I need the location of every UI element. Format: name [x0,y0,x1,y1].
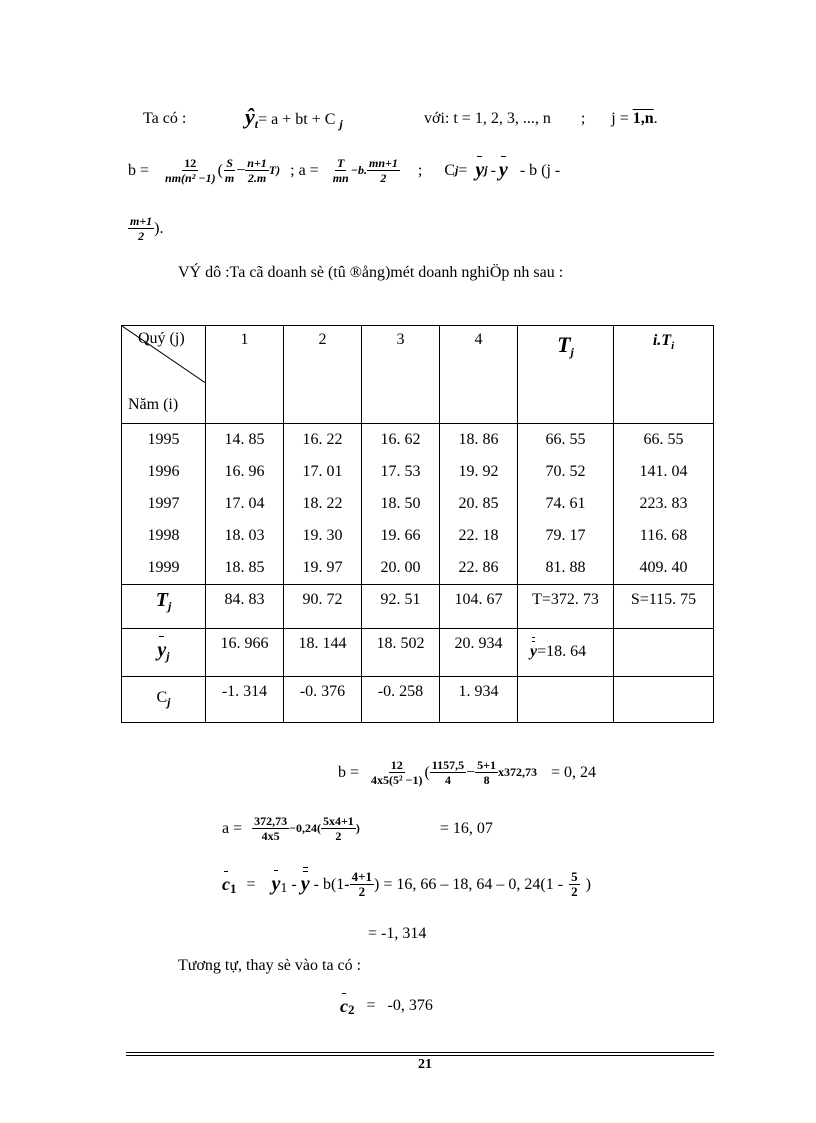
tj-symbol: T [155,589,168,611]
a-lhs: ; a = [290,161,319,179]
c-equals: = [458,161,468,179]
footer-rule-1 [126,1052,714,1053]
cell: 16. 96 [224,463,265,480]
cell: 17. 01 [302,463,343,480]
calc-a-den: 4x5 [261,829,280,843]
cell: 17. 04 [224,495,265,512]
t-subscript: t [254,117,259,132]
cell: 18. 85 [224,559,265,576]
calc-a-close: ) [355,821,360,835]
t-column [518,424,614,585]
header-q2: 2 [284,326,362,424]
cell: 17. 53 [380,463,421,480]
c1-calculation [222,870,591,899]
cell: 116. 68 [639,527,688,544]
coefficient-formulas [128,156,560,185]
y1-sub: 1 [280,880,288,896]
c-tail: - b (j - [519,161,561,179]
cell: 20. 934 [440,629,518,677]
cell: 1. 934 [440,677,518,723]
c1-close: ) [585,875,591,893]
c1-f2-num: 5 [571,869,578,884]
calc-a-mid: −0,24( [289,821,321,835]
header-q4: 4 [440,326,518,424]
n1-fraction [245,156,269,185]
c1-sub: 1 [230,880,237,896]
cell: 92. 51 [362,585,440,629]
ybar-total-value: =18. 64 [537,643,587,660]
calc-f2 [475,758,498,787]
calc-minus: − [466,763,476,781]
cell: -0. 258 [362,677,440,723]
ybar-row [122,629,714,677]
cell: 19. 97 [302,559,343,576]
year-1997: 1997 [147,495,180,512]
cell: 19. 92 [458,463,499,480]
t-range-text: với: t = 1, 2, 3, ..., n [424,110,551,127]
m1-den: 2 [138,229,145,243]
model-rhs: = a + bt + C [258,111,336,128]
c1-symbol: c [222,874,230,894]
header-tj-symbol: T [557,332,571,357]
page-number: 21 [418,1057,432,1072]
similar-text: Tương tự, thay sè vào ta có : [178,957,362,974]
cell: 18. 144 [284,629,362,677]
cell: 18. 502 [362,629,440,677]
c1-f-den: 2 [358,884,366,899]
y-bar-total: y [498,159,508,181]
calc-a-result: = 16, 07 [439,819,493,837]
j-equals: j = [611,110,629,127]
cell: 16. 966 [206,629,284,677]
intro-line [143,110,186,128]
c1-result: = -1, 314 [368,925,427,942]
cell: -0. 376 [284,677,362,723]
calc-a-f-num: 5x4+1 [322,814,354,828]
corner-cell [122,326,206,424]
b-fraction [163,156,218,185]
c-lhs: C [444,161,455,179]
year-1995: 1995 [147,431,180,448]
tj-row [122,585,714,629]
c2-sub: 2 [348,1002,355,1017]
cell: 141. 04 [639,463,688,480]
cell: 74. 61 [545,495,586,512]
y-double-bar: y [300,873,310,895]
separator-2: ; [417,161,423,179]
cell: 223. 83 [639,495,688,512]
ybar-total [518,629,614,677]
b-frac-num: 12 [184,156,197,170]
q4-column [440,424,518,585]
cell: 16. 62 [380,431,421,448]
cell: 16. 22 [302,431,343,448]
formula-continuation [128,214,164,243]
ybar-label [122,629,206,677]
c1-f2-den: 2 [571,884,578,899]
s-total: S=115. 75 [614,585,714,629]
footer-rule-2 [126,1055,714,1056]
calc-f1-den: 4 [444,773,451,787]
ybar-total-symbol: y [530,643,538,660]
c1-rhs: ) = 16, 66 – 18, 64 – 0, 24(1 - [374,875,564,893]
c-symbol: C [156,689,168,706]
header-q1: 1 [206,326,284,424]
calc-b-tail: x372,73 [498,765,538,779]
model-equation [245,104,343,132]
header-row [122,326,714,424]
s-den: m [224,171,235,185]
cell: 19. 66 [380,527,421,544]
cell: 18. 03 [224,527,265,544]
b-open: ( [217,161,223,179]
separator: ; [580,110,586,127]
t-fraction [331,156,351,185]
calc-f2-num: 5+1 [477,758,497,772]
calc-a-num: 372,73 [254,814,288,828]
calc-b-frac [369,758,424,787]
mn1-fraction [367,156,400,185]
y-bar-j-sub: j [484,163,488,177]
mn1-den: 2 [380,171,387,185]
cell: 22. 86 [458,559,499,576]
cell: 66. 55 [643,431,684,448]
t-tail: T) [268,163,281,177]
t-num: T [337,156,345,170]
calc-a-frac [252,814,289,843]
cell: 18. 50 [380,495,421,512]
a-calculation [222,814,493,843]
b-lhs: b = [128,161,150,179]
index-range [424,110,658,128]
empty-cell [614,677,714,723]
header-q3: 3 [362,326,440,424]
c1-frac2 [569,870,580,899]
cell: 18. 86 [458,431,499,448]
y-hat-symbol: ŷ [245,104,255,129]
y1-bar: y [271,873,281,895]
ta-co-label: Ta có : [143,110,187,127]
calc-f2-den: 8 [483,773,490,787]
c1-dash: - [291,875,297,893]
tj-label [122,585,206,629]
header-tj-sub: j [570,345,574,360]
y-bar-j: y [475,159,485,181]
calc-b-den: 4x5(5² −1) [371,773,423,787]
j-subscript: j [339,117,343,132]
c1-frac [350,870,374,899]
cell: 104. 67 [440,585,518,629]
cell: 81. 88 [545,559,586,576]
calc-a-f-den: 2 [335,829,342,843]
tj-sub: j [167,599,172,614]
header-tj [518,326,614,424]
m1-fraction [128,214,154,243]
period: . [653,110,658,127]
cell: 18. 22 [302,495,343,512]
sales-table [121,325,714,723]
c-label [122,677,206,723]
cell: 70. 52 [545,463,586,480]
mn1-num: mn+1 [369,156,398,170]
header-iti-symbol: i.T [652,332,672,349]
calc-b-lhs: b = [338,763,360,781]
c2-symbol: c [340,995,348,1016]
minus-sign: − [236,161,246,179]
t-total: T=372. 73 [518,585,614,629]
calc-a-lhs: a = [222,819,243,837]
c1-f-num: 4+1 [351,869,373,884]
ybar-symbol: y [157,639,167,661]
calc-f1-num: 1157,5 [431,758,465,772]
j-range: 1,n [632,110,654,127]
empty-cell [518,677,614,723]
q2-column [284,424,362,585]
year-column [122,424,206,585]
cell: 84. 83 [206,585,284,629]
dash: - [490,161,496,179]
c2-result-line [340,994,433,1018]
c-sub: j [454,163,459,177]
example-heading: VÝ dô :Ta cã doanh sè (tû ®ång)mét doanh nghiÖp nh sau : [178,264,564,281]
year-1998: 1998 [147,527,180,544]
n1-num: n+1 [247,156,267,170]
c-sub: j [167,695,171,710]
calc-b-num: 12 [390,758,403,772]
year-1999: 1999 [147,559,180,576]
calc-b-result: = 0, 24 [551,763,597,781]
cell: -1. 314 [206,677,284,723]
q3-column [362,424,440,585]
cell: 79. 17 [545,527,586,544]
c2-result: = -0, 376 [366,997,433,1014]
year-1996: 1996 [147,463,180,480]
c-row [122,677,714,723]
cell: 409. 40 [639,559,688,576]
c1-equals: = [246,875,256,893]
cell: 22. 18 [458,527,499,544]
it-column [614,424,714,585]
table-row [122,424,714,585]
cell: 20. 00 [380,559,421,576]
cell: 66. 55 [545,431,586,448]
close-paren: ). [154,219,164,237]
corner-top-label: Quý (j) [138,330,185,347]
t-den: mn [332,171,349,185]
m1-num: m+1 [130,214,153,228]
cell: 20. 85 [458,495,499,512]
s-fraction [223,156,236,185]
calc-b-open: ( [424,763,430,781]
b-frac-den: nm(n² −1) [165,171,216,185]
cell: 19. 30 [302,527,343,544]
corner-bottom-label: Năm (i) [128,396,179,413]
b-calculation [338,758,596,787]
q1-column [206,424,284,585]
cell: 90. 72 [284,585,362,629]
ybar-sub: j [166,649,170,664]
header-iti [614,326,714,424]
calc-a-f [321,814,356,843]
c1-mid: - b(1- [313,875,350,893]
empty-cell [614,629,714,677]
s-num: S [226,156,233,170]
minus-b: −b. [350,163,367,177]
calc-f1 [430,758,466,787]
n1-den: 2.m [247,171,267,185]
cell: 14. 85 [224,431,265,448]
header-iti-sub: i [671,340,675,353]
